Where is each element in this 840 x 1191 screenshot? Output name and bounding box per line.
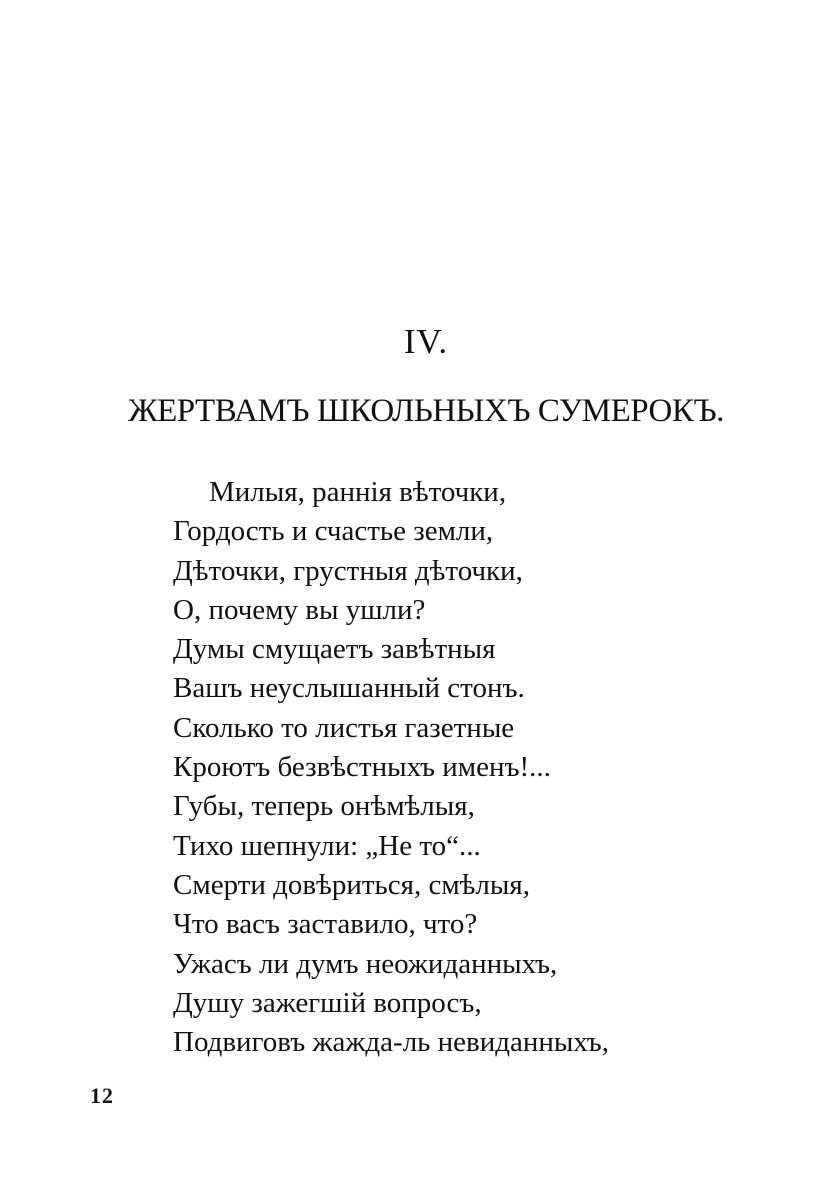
poem-line: Милыя, раннія вѣточки,: [209, 476, 507, 508]
poem-line: Сколько то листья газетные: [173, 711, 515, 744]
poem-title: ЖЕРТВАМЪ ШКОЛЬНЫХЪ СУМЕРОКЪ.: [128, 393, 724, 429]
poem-line: Дѣточки, грустныя дѣточки,: [173, 554, 523, 587]
poem-line: Тихо шепнули: „Не то“...: [173, 829, 481, 862]
page-number: 12: [90, 1083, 114, 1108]
poem-line: Вашъ неуслышанный стонъ.: [173, 672, 525, 705]
poem-body: [173, 473, 609, 1062]
poem-line: Думы смущаетъ завѣтныя: [173, 633, 496, 666]
poem-line: Губы, теперь онѣмѣлыя,: [173, 790, 475, 823]
section-number: IV.: [403, 322, 449, 361]
poem-line: Смерти довѣриться, смѣлыя,: [173, 868, 530, 901]
poem-line: О, почему вы ушли?: [173, 593, 426, 626]
poem-line: Что васъ заставило, что?: [173, 908, 478, 941]
poem-line: Гордость и счастье земли,: [173, 515, 494, 548]
poem-line: Подвиговъ жажда-ль невиданныхъ,: [173, 1026, 610, 1059]
poem-line: Кроютъ безвѣстныхъ именъ!...: [173, 751, 551, 784]
poem-line: Ужасъ ли думъ неожиданныхъ,: [173, 947, 558, 980]
poem-line: Душу зажегшій вопросъ,: [173, 986, 482, 1019]
